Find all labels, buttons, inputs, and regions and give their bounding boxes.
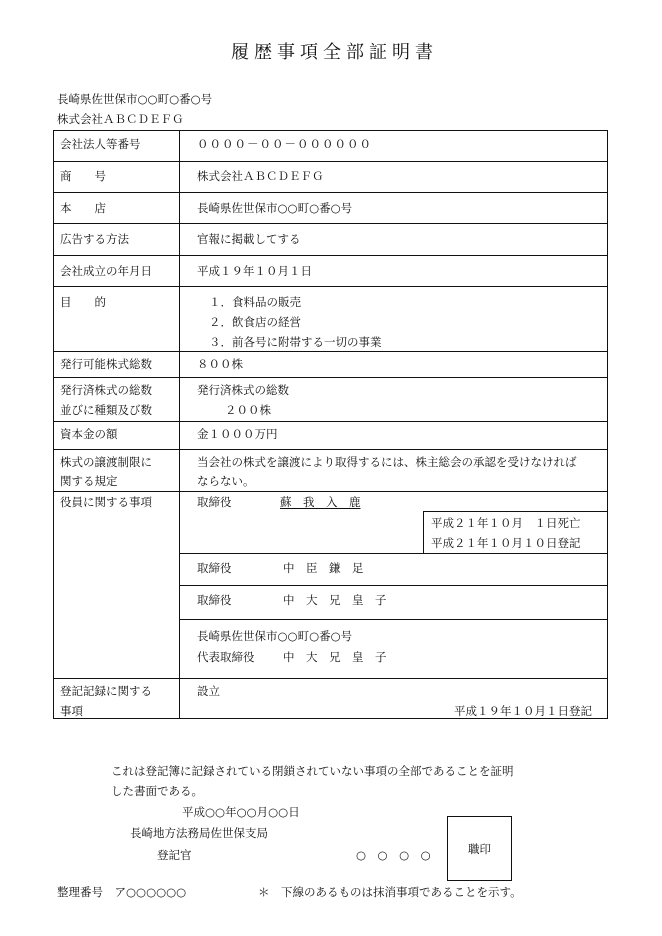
purpose-label: 目 的 bbox=[60, 295, 106, 309]
purpose-item: ２．飲食店の経営 bbox=[209, 315, 301, 329]
officer-divider bbox=[179, 619, 607, 620]
registrar-label: 登記官 bbox=[157, 848, 192, 862]
director-death-note: 平成２１年１０月 １日死亡 bbox=[431, 516, 581, 530]
footnote: ＊ 下線のあるものは抹消事項であることを示す。 bbox=[258, 885, 522, 899]
note-box-left bbox=[423, 511, 424, 553]
corp-number-value: ００００－００－００００００ bbox=[197, 137, 372, 151]
reference-number: 整理番号 ア○○○○○○ bbox=[57, 885, 187, 899]
authorized-shares-value: ８００株 bbox=[197, 357, 243, 371]
corp-number-label: 会社法人等番号 bbox=[60, 137, 141, 151]
row-divider bbox=[54, 449, 607, 450]
certification-text: した書面である。 bbox=[111, 784, 203, 798]
registration-label: 登記記録に関する bbox=[60, 684, 152, 698]
established-label: 会社成立の年月日 bbox=[60, 264, 152, 278]
row-divider bbox=[54, 678, 607, 679]
officers-label: 役員に関する事項 bbox=[60, 495, 152, 509]
officer-divider bbox=[179, 585, 607, 586]
issuing-office: 長崎地方法務局佐世保支局 bbox=[130, 826, 268, 840]
row-divider bbox=[54, 161, 607, 162]
established-value: 平成１９年１０月１日 bbox=[197, 264, 312, 278]
rep-director-name: 中 大 兄 皇 子 bbox=[283, 650, 387, 664]
purpose-item: ３．前各号に附帯する一切の事業 bbox=[209, 335, 382, 349]
row-divider bbox=[54, 255, 607, 256]
issued-shares-label: 発行済株式の総数 bbox=[60, 383, 152, 397]
document-title: 履歴事項全部証明書 bbox=[231, 42, 438, 63]
company-name: 株式会社ＡＢＣＤＥＦＧ bbox=[57, 112, 184, 126]
row-divider bbox=[54, 377, 607, 378]
director-name: 中 大 兄 皇 子 bbox=[283, 593, 387, 607]
note-box-top bbox=[423, 511, 607, 512]
transfer-restriction-label: 関する規定 bbox=[60, 474, 118, 488]
director-title: 取締役 bbox=[197, 593, 232, 607]
certification-text: これは登記簿に記録されている閉鎖されていない事項の全部であることを証明 bbox=[111, 764, 514, 778]
director-name-struck: 蘇 我 入 鹿 bbox=[280, 495, 361, 509]
registrar-name: ○ ○ ○ ○ bbox=[356, 848, 431, 862]
transfer-restriction-value: 当会社の株式を譲渡により取得するには、株主総会の承認を受けなければ bbox=[197, 455, 577, 469]
official-seal-box bbox=[447, 816, 512, 881]
issued-shares-label: 並びに種類及び数 bbox=[60, 403, 152, 417]
capital-value: 金１０００万円 bbox=[197, 427, 278, 441]
rep-director-address: 長崎県佐世保市○○町○番○号 bbox=[197, 629, 353, 643]
row-divider bbox=[54, 351, 607, 352]
column-divider bbox=[179, 131, 180, 718]
company-address: 長崎県佐世保市○○町○番○号 bbox=[57, 92, 213, 106]
head-office-value: 長崎県佐世保市○○町○番○号 bbox=[197, 201, 353, 215]
row-divider bbox=[54, 421, 607, 422]
row-divider bbox=[54, 223, 607, 224]
director-registration-note: 平成２１年１０月１０日登記 bbox=[431, 536, 581, 550]
trade-name-value: 株式会社ＡＢＣＤＥＦＧ bbox=[197, 169, 324, 183]
head-office-label: 本 店 bbox=[60, 201, 106, 215]
transfer-restriction-label: 株式の譲渡制限に bbox=[60, 455, 152, 469]
transfer-restriction-value: ならない。 bbox=[197, 474, 255, 488]
row-divider bbox=[54, 491, 607, 492]
issued-shares-value: ２００株 bbox=[225, 403, 271, 417]
trade-name-label: 商 号 bbox=[60, 169, 106, 183]
public-notice-label: 広告する方法 bbox=[60, 232, 129, 246]
public-notice-value: 官報に掲載してする bbox=[197, 232, 301, 246]
row-divider bbox=[54, 286, 607, 287]
director-title: 取締役 bbox=[197, 495, 232, 509]
registration-value: 設立 bbox=[197, 684, 220, 698]
director-name: 中 臣 鎌 足 bbox=[283, 561, 364, 575]
purpose-item: １．食料品の販売 bbox=[209, 295, 301, 309]
row-divider bbox=[54, 192, 607, 193]
authorized-shares-label: 発行可能株式総数 bbox=[60, 357, 152, 371]
officer-divider bbox=[179, 553, 607, 554]
capital-label: 資本金の額 bbox=[60, 427, 118, 441]
issued-shares-value: 発行済株式の総数 bbox=[197, 383, 289, 397]
registration-date: 平成１９年１０月１日登記 bbox=[454, 704, 592, 718]
registration-label: 事項 bbox=[60, 704, 83, 718]
certification-date: 平成○○年○○月○○日 bbox=[182, 805, 300, 819]
director-title: 取締役 bbox=[197, 561, 232, 575]
rep-director-title: 代表取締役 bbox=[197, 650, 255, 664]
registry-table bbox=[53, 130, 608, 719]
official-seal-label: 職印 bbox=[468, 841, 491, 856]
